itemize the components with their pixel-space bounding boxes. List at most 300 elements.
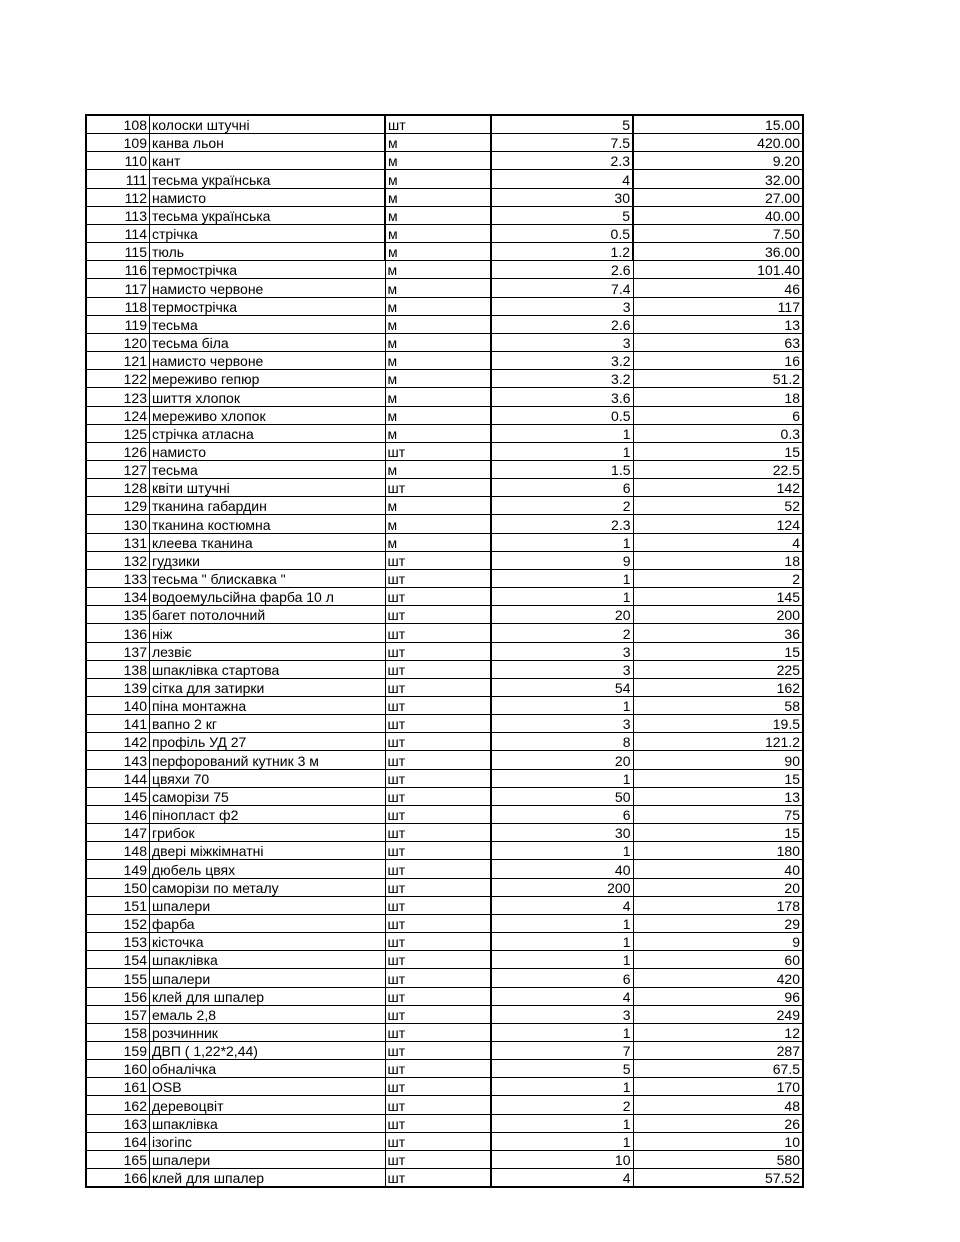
unit-cell: шт: [385, 860, 491, 878]
item-name-cell: багет потолочний: [150, 606, 386, 624]
row-number-cell: 152: [86, 914, 150, 932]
item-name-cell: кант: [150, 152, 386, 170]
table-row: [86, 933, 803, 951]
item-name-cell: намисто червоне: [150, 352, 386, 370]
amount-cell: 15: [633, 442, 803, 460]
row-number-cell: 161: [86, 1078, 150, 1096]
table-row: [86, 515, 803, 533]
unit-cell: шт: [385, 733, 491, 751]
amount-cell: 26: [633, 1114, 803, 1132]
row-number-cell: 113: [86, 206, 150, 224]
amount-cell: 18: [633, 388, 803, 406]
unit-cell: шт: [385, 842, 491, 860]
table-row: [86, 678, 803, 696]
item-name-cell: квіти штучні: [150, 479, 386, 497]
row-number-cell: 136: [86, 624, 150, 642]
table-row: [86, 1041, 803, 1059]
amount-cell: 15: [633, 642, 803, 660]
row-number-cell: 114: [86, 224, 150, 242]
table-row: [86, 769, 803, 787]
quantity-cell: 3: [491, 1005, 633, 1023]
table-row: [86, 315, 803, 333]
unit-cell: м: [385, 424, 491, 442]
table-row: [86, 551, 803, 569]
table-row: [86, 569, 803, 587]
item-name-cell: вапно 2 кг: [150, 715, 386, 733]
table-row: [86, 969, 803, 987]
item-name-cell: тесьма біла: [150, 333, 386, 351]
unit-cell: шт: [385, 642, 491, 660]
quantity-cell: 2.3: [491, 515, 633, 533]
amount-cell: 52: [633, 497, 803, 515]
amount-cell: 15.00: [633, 115, 803, 134]
row-number-cell: 158: [86, 1023, 150, 1041]
unit-cell: шт: [385, 896, 491, 914]
table-row: [86, 842, 803, 860]
row-number-cell: 151: [86, 896, 150, 914]
unit-cell: шт: [385, 1150, 491, 1168]
amount-cell: 90: [633, 751, 803, 769]
row-number-cell: 110: [86, 152, 150, 170]
unit-cell: м: [385, 224, 491, 242]
item-name-cell: клей для шпалер: [150, 987, 386, 1005]
quantity-cell: 1: [491, 933, 633, 951]
amount-cell: 63: [633, 333, 803, 351]
table-row: [86, 497, 803, 515]
amount-cell: 40.00: [633, 206, 803, 224]
amount-cell: 124: [633, 515, 803, 533]
amount-cell: 58: [633, 697, 803, 715]
table-row: [86, 787, 803, 805]
unit-cell: шт: [385, 479, 491, 497]
row-number-cell: 141: [86, 715, 150, 733]
quantity-cell: 1: [491, 1132, 633, 1150]
quantity-cell: 2: [491, 1096, 633, 1114]
row-number-cell: 148: [86, 842, 150, 860]
table-row: [86, 733, 803, 751]
table-row: [86, 1150, 803, 1168]
item-name-cell: тюль: [150, 243, 386, 261]
table-row: [86, 243, 803, 261]
amount-cell: 287: [633, 1041, 803, 1059]
quantity-cell: 3: [491, 642, 633, 660]
row-number-cell: 160: [86, 1060, 150, 1078]
amount-cell: 178: [633, 896, 803, 914]
unit-cell: м: [385, 515, 491, 533]
row-number-cell: 130: [86, 515, 150, 533]
table-row: [86, 261, 803, 279]
quantity-cell: 2: [491, 497, 633, 515]
unit-cell: шт: [385, 1041, 491, 1059]
table-row: [86, 1023, 803, 1041]
unit-cell: м: [385, 152, 491, 170]
row-number-cell: 159: [86, 1041, 150, 1059]
row-number-cell: 163: [86, 1114, 150, 1132]
quantity-cell: 1: [491, 1078, 633, 1096]
item-name-cell: ніж: [150, 624, 386, 642]
quantity-cell: 2: [491, 624, 633, 642]
amount-cell: 170: [633, 1078, 803, 1096]
item-name-cell: шиття хлопок: [150, 388, 386, 406]
quantity-cell: 10: [491, 1150, 633, 1168]
item-name-cell: мереживо хлопок: [150, 406, 386, 424]
amount-cell: 36.00: [633, 243, 803, 261]
quantity-cell: 2.6: [491, 261, 633, 279]
amount-cell: 15: [633, 824, 803, 842]
unit-cell: шт: [385, 805, 491, 823]
item-name-cell: дюбель цвях: [150, 860, 386, 878]
table-row: [86, 660, 803, 678]
item-name-cell: намисто: [150, 442, 386, 460]
amount-cell: 121.2: [633, 733, 803, 751]
item-name-cell: ДВП ( 1,22*2,44): [150, 1041, 386, 1059]
item-name-cell: ізогіпс: [150, 1132, 386, 1150]
table-row: [86, 170, 803, 188]
row-number-cell: 115: [86, 243, 150, 261]
table-row: [86, 1096, 803, 1114]
quantity-cell: 54: [491, 678, 633, 696]
amount-cell: 18: [633, 551, 803, 569]
row-number-cell: 139: [86, 678, 150, 696]
unit-cell: шт: [385, 715, 491, 733]
item-name-cell: перфорований кутник 3 м: [150, 751, 386, 769]
table-row: [86, 914, 803, 932]
row-number-cell: 124: [86, 406, 150, 424]
unit-cell: шт: [385, 1078, 491, 1096]
table-row: [86, 1114, 803, 1132]
quantity-cell: 1: [491, 951, 633, 969]
item-name-cell: шпалери: [150, 1150, 386, 1168]
item-name-cell: розчинник: [150, 1023, 386, 1041]
row-number-cell: 154: [86, 951, 150, 969]
row-number-cell: 134: [86, 588, 150, 606]
item-name-cell: клеева тканина: [150, 533, 386, 551]
row-number-cell: 128: [86, 479, 150, 497]
table-row: [86, 406, 803, 424]
row-number-cell: 118: [86, 297, 150, 315]
unit-cell: шт: [385, 1114, 491, 1132]
row-number-cell: 122: [86, 370, 150, 388]
item-name-cell: водоемульсійна фарба 10 л: [150, 588, 386, 606]
item-name-cell: тесьма: [150, 315, 386, 333]
quantity-cell: 7.4: [491, 279, 633, 297]
row-number-cell: 126: [86, 442, 150, 460]
item-name-cell: тесьма: [150, 460, 386, 478]
table-row: [86, 388, 803, 406]
row-number-cell: 111: [86, 170, 150, 188]
unit-cell: м: [385, 206, 491, 224]
item-name-cell: клей для шпалер: [150, 1169, 386, 1188]
unit-cell: шт: [385, 115, 491, 134]
item-name-cell: намисто: [150, 188, 386, 206]
amount-cell: 420.00: [633, 134, 803, 152]
quantity-cell: 30: [491, 824, 633, 842]
unit-cell: шт: [385, 951, 491, 969]
amount-cell: 200: [633, 606, 803, 624]
unit-cell: м: [385, 297, 491, 315]
table-row: [86, 987, 803, 1005]
row-number-cell: 164: [86, 1132, 150, 1150]
quantity-cell: 3.6: [491, 388, 633, 406]
amount-cell: 27.00: [633, 188, 803, 206]
unit-cell: шт: [385, 660, 491, 678]
table-row: [86, 297, 803, 315]
quantity-cell: 1: [491, 1023, 633, 1041]
row-number-cell: 125: [86, 424, 150, 442]
table-row: [86, 896, 803, 914]
table-row: [86, 352, 803, 370]
item-name-cell: колоски штучні: [150, 115, 386, 134]
item-name-cell: сітка для затирки: [150, 678, 386, 696]
inventory-table: [85, 114, 804, 1188]
amount-cell: 180: [633, 842, 803, 860]
amount-cell: 32.00: [633, 170, 803, 188]
unit-cell: шт: [385, 606, 491, 624]
table-row: [86, 134, 803, 152]
amount-cell: 12: [633, 1023, 803, 1041]
row-number-cell: 121: [86, 352, 150, 370]
amount-cell: 162: [633, 678, 803, 696]
amount-cell: 580: [633, 1150, 803, 1168]
quantity-cell: 1.2: [491, 243, 633, 261]
unit-cell: м: [385, 170, 491, 188]
amount-cell: 75: [633, 805, 803, 823]
unit-cell: шт: [385, 624, 491, 642]
item-name-cell: канва льон: [150, 134, 386, 152]
quantity-cell: 3: [491, 660, 633, 678]
table-row: [86, 951, 803, 969]
quantity-cell: 1: [491, 533, 633, 551]
item-name-cell: двері міжкімнатні: [150, 842, 386, 860]
table-row: [86, 152, 803, 170]
quantity-cell: 4: [491, 896, 633, 914]
row-number-cell: 109: [86, 134, 150, 152]
table-row: [86, 206, 803, 224]
amount-cell: 0.3: [633, 424, 803, 442]
table-row: [86, 1005, 803, 1023]
quantity-cell: 6: [491, 805, 633, 823]
amount-cell: 22.5: [633, 460, 803, 478]
quantity-cell: 1: [491, 842, 633, 860]
item-name-cell: шпаклівка стартова: [150, 660, 386, 678]
table-row: [86, 588, 803, 606]
row-number-cell: 147: [86, 824, 150, 842]
unit-cell: шт: [385, 1005, 491, 1023]
quantity-cell: 6: [491, 969, 633, 987]
quantity-cell: 4: [491, 1169, 633, 1188]
unit-cell: м: [385, 406, 491, 424]
amount-cell: 57.52: [633, 1169, 803, 1188]
item-name-cell: шпалери: [150, 896, 386, 914]
quantity-cell: 9: [491, 551, 633, 569]
table-row: [86, 370, 803, 388]
item-name-cell: шпалери: [150, 969, 386, 987]
row-number-cell: 138: [86, 660, 150, 678]
table-row: [86, 1169, 803, 1188]
table-row: [86, 442, 803, 460]
quantity-cell: 40: [491, 860, 633, 878]
quantity-cell: 3.2: [491, 370, 633, 388]
unit-cell: шт: [385, 787, 491, 805]
row-number-cell: 155: [86, 969, 150, 987]
unit-cell: м: [385, 533, 491, 551]
unit-cell: м: [385, 188, 491, 206]
unit-cell: шт: [385, 1132, 491, 1150]
table-row: [86, 697, 803, 715]
row-number-cell: 120: [86, 333, 150, 351]
unit-cell: шт: [385, 551, 491, 569]
table-row: [86, 224, 803, 242]
amount-cell: 36: [633, 624, 803, 642]
amount-cell: 13: [633, 315, 803, 333]
unit-cell: шт: [385, 442, 491, 460]
item-name-cell: термострічка: [150, 261, 386, 279]
quantity-cell: 1: [491, 697, 633, 715]
row-number-cell: 132: [86, 551, 150, 569]
amount-cell: 19.5: [633, 715, 803, 733]
item-name-cell: фарба: [150, 914, 386, 932]
amount-cell: 4: [633, 533, 803, 551]
amount-cell: 40: [633, 860, 803, 878]
unit-cell: м: [385, 243, 491, 261]
table-row: [86, 460, 803, 478]
unit-cell: шт: [385, 697, 491, 715]
item-name-cell: шпаклівка: [150, 951, 386, 969]
unit-cell: м: [385, 315, 491, 333]
quantity-cell: 1.5: [491, 460, 633, 478]
unit-cell: шт: [385, 588, 491, 606]
row-number-cell: 108: [86, 115, 150, 134]
item-name-cell: стрічка: [150, 224, 386, 242]
unit-cell: шт: [385, 1096, 491, 1114]
quantity-cell: 50: [491, 787, 633, 805]
table-row: [86, 333, 803, 351]
row-number-cell: 156: [86, 987, 150, 1005]
quantity-cell: 1: [491, 1114, 633, 1132]
item-name-cell: гудзики: [150, 551, 386, 569]
amount-cell: 9.20: [633, 152, 803, 170]
item-name-cell: шпаклівка: [150, 1114, 386, 1132]
item-name-cell: саморізи по металу: [150, 878, 386, 896]
row-number-cell: 144: [86, 769, 150, 787]
quantity-cell: 2.6: [491, 315, 633, 333]
row-number-cell: 133: [86, 569, 150, 587]
item-name-cell: тесьма українська: [150, 170, 386, 188]
quantity-cell: 1: [491, 442, 633, 460]
table-row: [86, 188, 803, 206]
table-row: [86, 805, 803, 823]
row-number-cell: 143: [86, 751, 150, 769]
amount-cell: 15: [633, 769, 803, 787]
item-name-cell: емаль 2,8: [150, 1005, 386, 1023]
row-number-cell: 137: [86, 642, 150, 660]
quantity-cell: 3: [491, 297, 633, 315]
amount-cell: 420: [633, 969, 803, 987]
amount-cell: 101.40: [633, 261, 803, 279]
item-name-cell: тесьма " блискавка ": [150, 569, 386, 587]
unit-cell: шт: [385, 987, 491, 1005]
row-number-cell: 165: [86, 1150, 150, 1168]
quantity-cell: 5: [491, 206, 633, 224]
item-name-cell: обналічка: [150, 1060, 386, 1078]
item-name-cell: профіль УД 27: [150, 733, 386, 751]
item-name-cell: термострічка: [150, 297, 386, 315]
quantity-cell: 8: [491, 733, 633, 751]
row-number-cell: 131: [86, 533, 150, 551]
amount-cell: 96: [633, 987, 803, 1005]
quantity-cell: 5: [491, 1060, 633, 1078]
unit-cell: шт: [385, 751, 491, 769]
unit-cell: м: [385, 279, 491, 297]
row-number-cell: 142: [86, 733, 150, 751]
quantity-cell: 20: [491, 751, 633, 769]
unit-cell: шт: [385, 933, 491, 951]
quantity-cell: 3: [491, 333, 633, 351]
item-name-cell: мереживо гепюр: [150, 370, 386, 388]
item-name-cell: стрічка атласна: [150, 424, 386, 442]
quantity-cell: 0.5: [491, 224, 633, 242]
table-row: [86, 878, 803, 896]
unit-cell: м: [385, 460, 491, 478]
row-number-cell: 117: [86, 279, 150, 297]
row-number-cell: 145: [86, 787, 150, 805]
amount-cell: 2: [633, 569, 803, 587]
row-number-cell: 129: [86, 497, 150, 515]
quantity-cell: 30: [491, 188, 633, 206]
amount-cell: 67.5: [633, 1060, 803, 1078]
amount-cell: 46: [633, 279, 803, 297]
unit-cell: м: [385, 497, 491, 515]
unit-cell: шт: [385, 1169, 491, 1188]
item-name-cell: грибок: [150, 824, 386, 842]
unit-cell: шт: [385, 914, 491, 932]
item-name-cell: тканина костюмна: [150, 515, 386, 533]
quantity-cell: 3: [491, 715, 633, 733]
table-row: [86, 751, 803, 769]
item-name-cell: кісточка: [150, 933, 386, 951]
amount-cell: 10: [633, 1132, 803, 1150]
amount-cell: 29: [633, 914, 803, 932]
row-number-cell: 127: [86, 460, 150, 478]
table-row: [86, 479, 803, 497]
amount-cell: 20: [633, 878, 803, 896]
quantity-cell: 1: [491, 914, 633, 932]
amount-cell: 117: [633, 297, 803, 315]
unit-cell: м: [385, 388, 491, 406]
unit-cell: шт: [385, 969, 491, 987]
amount-cell: 51.2: [633, 370, 803, 388]
table-row: [86, 1132, 803, 1150]
row-number-cell: 119: [86, 315, 150, 333]
quantity-cell: 4: [491, 170, 633, 188]
unit-cell: шт: [385, 1060, 491, 1078]
unit-cell: шт: [385, 1023, 491, 1041]
row-number-cell: 150: [86, 878, 150, 896]
unit-cell: м: [385, 134, 491, 152]
quantity-cell: 4: [491, 987, 633, 1005]
quantity-cell: 1: [491, 769, 633, 787]
unit-cell: шт: [385, 878, 491, 896]
table-row: [86, 624, 803, 642]
quantity-cell: 6: [491, 479, 633, 497]
amount-cell: 60: [633, 951, 803, 969]
amount-cell: 13: [633, 787, 803, 805]
row-number-cell: 157: [86, 1005, 150, 1023]
amount-cell: 6: [633, 406, 803, 424]
item-name-cell: OSB: [150, 1078, 386, 1096]
quantity-cell: 7: [491, 1041, 633, 1059]
quantity-cell: 0.5: [491, 406, 633, 424]
